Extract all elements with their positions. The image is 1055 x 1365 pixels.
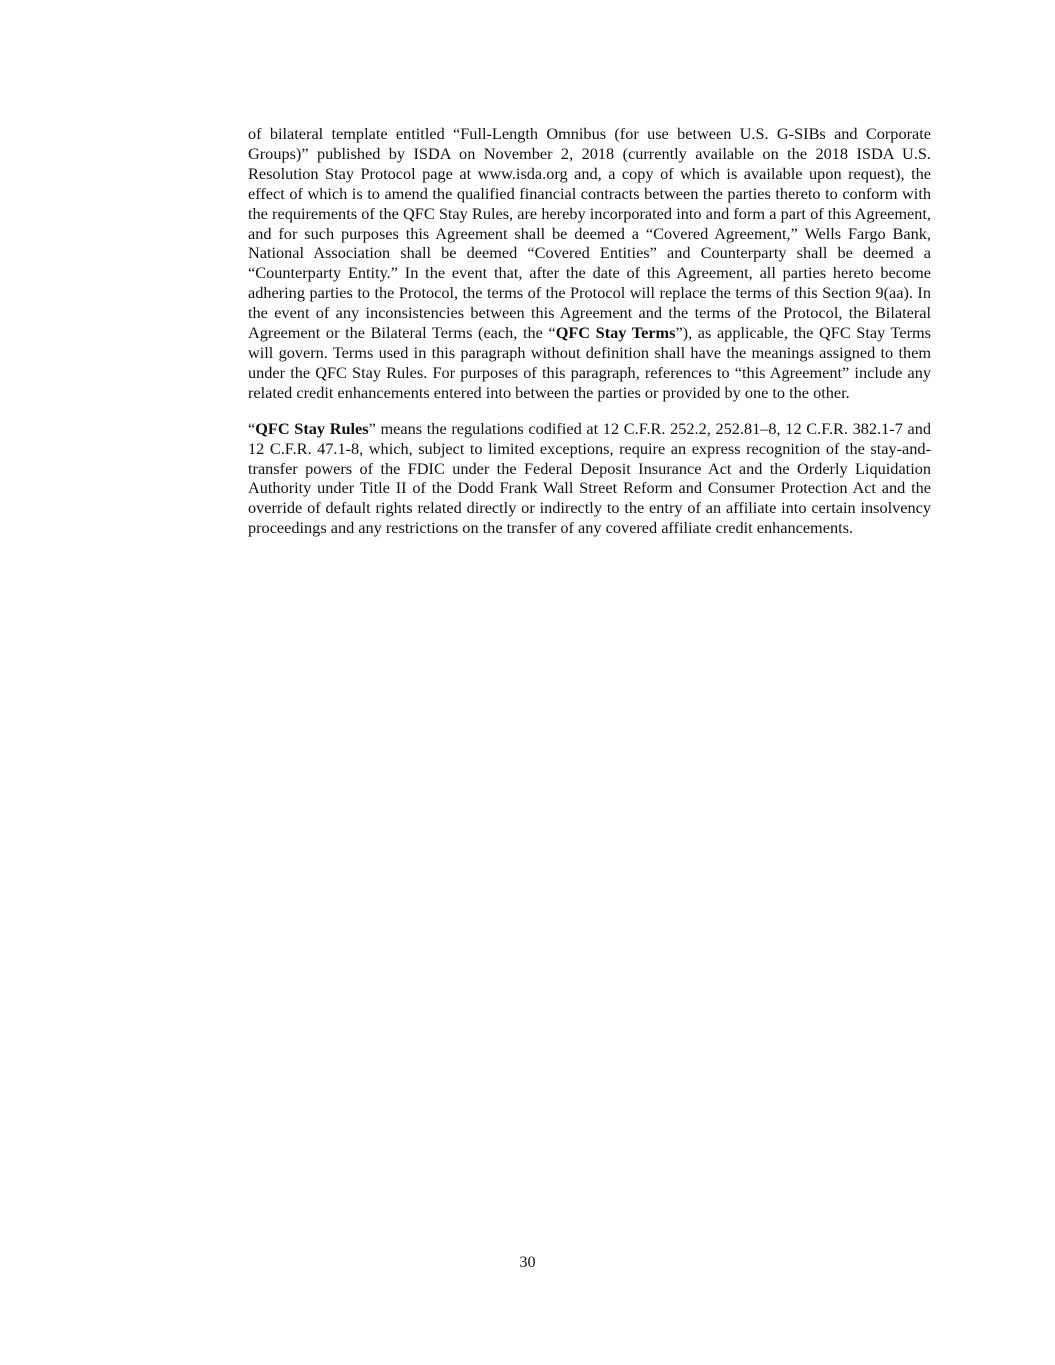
page-number: 30	[519, 1252, 536, 1271]
paragraph-1-text-start: of bilateral template entitled “Full-Length Omnibus (for use between U.S. G-SIBs and Corporate Groups)” published by ISDA on November 2, 2018 (currently available on the 2018 ISDA U.S. Resolution Stay Protocol page at www.isda.org and, a copy of which is available upon request), the effect of which is to amend the qualified financial contracts between the parties thereto to conform with the requirements of the QFC Stay Rules, are hereby incorporated into and form a part of this Agreement, and for such purposes this Agreement shall be deemed a “Covered Agreement,” Wells Fargo Bank, National Association shall be deemed “Covered Entities” and Counterparty shall be deemed a “Counterparty Entity.” In the event that, after the date of this Agreement, all parties hereto become adhering parties to the Protocol, the terms of the Protocol will replace the terms of this Section 9(aa). In the event of any inconsistencies between this Agreement and the terms of the Protocol, the Bilateral Agreement or the Bilateral Terms (each, the “	[248, 124, 931, 343]
paragraph-qfc-stay-rules-definition	[248, 419, 931, 538]
paragraph-1-text-end: ”), as applicable, the QFC Stay Terms will govern. Terms used in this paragraph without definition shall have the meanings assigned to them under the QFC Stay Rules. For purposes of this paragraph, references to “this Agreement” include any related credit enhancements entered into between the parties or provided by one to the other.	[248, 323, 932, 402]
defined-term-qfc-stay-rules: QFC Stay Rules	[255, 418, 369, 438]
paragraph-2-open-quote: “	[248, 418, 256, 438]
defined-term-qfc-stay-terms: QFC Stay Terms	[555, 323, 676, 343]
document-body	[248, 124, 931, 538]
paragraph-qfc-stay-terms	[248, 124, 931, 403]
paragraph-2-text: ” means the regulations codified at 12 C.F.R. 252.2, 252.81–8, 12 C.F.R. 382.1-7 and 12 C.F.R. 47.1-8, which, subject to limited exceptions, require an express recognition of the stay-and-transfer powers of the FDIC under the Federal Deposit Insurance Act and the Orderly Liquidation Authority under Title II of the Dodd Frank Wall Street Reform and Consumer Protection Act and the override of default rights related directly or indirectly to the entry of an affiliate into certain insolvency proceedings and any restrictions on the transfer of any covered affiliate credit enhancements.	[248, 418, 931, 538]
